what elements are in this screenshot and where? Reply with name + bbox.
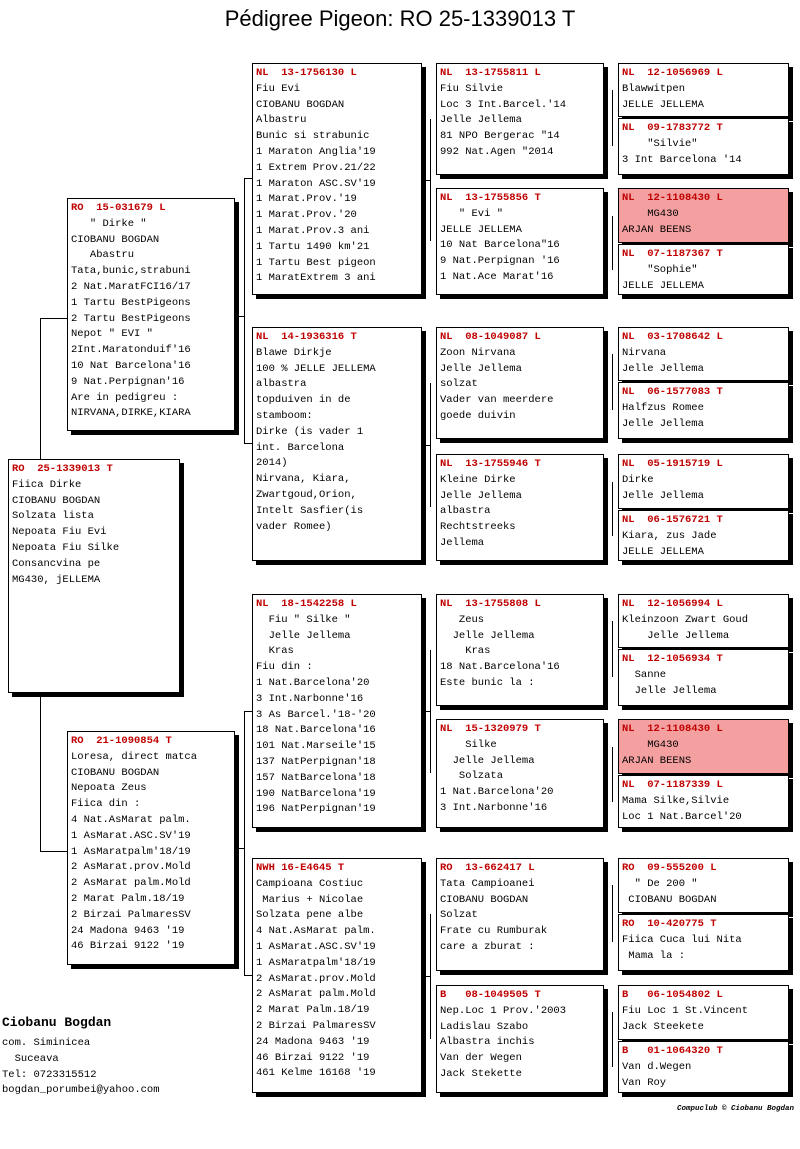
pigeon-info-line: 1 Tartu BestPigeons [71, 296, 191, 309]
ring-number: NL 14-1936316 T [256, 331, 357, 343]
pigeon-info-line: 2 Birzai PalmaresSV [71, 908, 191, 921]
connector-line [244, 443, 252, 444]
ring-number: NL 08-1049087 L [440, 331, 541, 343]
pigeon-info-line: 1 AsMarat.ASC.SV'19 [256, 940, 376, 953]
connector-line [244, 178, 252, 179]
ancestor-card[interactable] [618, 188, 789, 243]
pigeon-info-line: Halfzus Romee [622, 401, 704, 414]
connector-line [430, 119, 431, 241]
pigeon-info-line: 1 AsMaratpalm'18/19 [256, 956, 376, 969]
pigeon-info-line: 46 Birzai 9122 '19 [256, 1051, 370, 1064]
connector-line [612, 621, 613, 677]
pigeon-info-line: Kiara, zus Jade [622, 529, 717, 542]
connector-line [244, 711, 245, 975]
ring-number: NL 13-1755811 L [440, 67, 541, 79]
pigeon-info-line: Nirvana [622, 346, 667, 359]
ring-number: RO 09-555200 L [622, 862, 717, 874]
connector-line [239, 316, 245, 317]
ring-number: B 06-1054802 L [622, 989, 723, 1001]
pigeon-info-line: 1 AsMarat.ASC.SV'19 [71, 829, 191, 842]
connector-line [426, 711, 430, 712]
pigeon-info-line: CIOBANU BOGDAN [256, 98, 345, 111]
pigeon-info-line: Campioana Costiuc [256, 877, 364, 890]
pigeon-info-line: Zeus [440, 613, 485, 626]
pigeon-info-line: Solzat [440, 909, 478, 922]
ring-number: NL 15-1320979 T [440, 723, 541, 735]
ring-number: NL 13-1755946 T [440, 458, 541, 470]
pigeon-info-line: CIOBANU BOGDAN [622, 893, 717, 906]
ring-number: NL 12-1108430 L [622, 723, 723, 735]
pigeon-info-line: Dirke (is vader 1 [256, 425, 364, 438]
pigeon-info-line: 24 Madona 9463 '19 [256, 1035, 370, 1048]
pigeon-info-line: Jelle Jellema [440, 754, 535, 767]
connector-line [612, 354, 613, 410]
pigeon-info-line: Nepoata Zeus [71, 782, 147, 795]
pigeon-info-line: Fiica Cuca lui Nita [622, 933, 742, 946]
pigeon-info-line: Albastra inchis [440, 1036, 535, 1049]
pigeon-info-line: 9 Nat.Perpignan '16 [440, 255, 560, 268]
dam-dam-card[interactable] [252, 858, 422, 1093]
ancestor-card[interactable] [618, 454, 789, 509]
pigeon-info-line: Solzata pene albe [256, 909, 364, 922]
ring-number: RO 21-1090854 T [71, 735, 172, 747]
page-title: Pédigree Pigeon: RO 25-1339013 T [224, 6, 576, 31]
pigeon-info-line: MG430 [622, 738, 679, 751]
connector-line [426, 445, 430, 446]
pigeon-info-line: Dirke [622, 473, 654, 486]
connector-line [430, 650, 431, 773]
pigeon-info-line: Silke [440, 738, 497, 751]
pigeon-info-line: Jack Steekete [622, 1020, 704, 1033]
pigeon-info-line: Solzata [440, 770, 504, 783]
pigeon-info-line: Mama Silke,Silvie [622, 794, 730, 807]
pigeon-info-line: CIOBANU BOGDAN [12, 494, 101, 507]
pigeon-info-line: Tata,bunic,strabuni [71, 265, 191, 278]
connector-line [426, 180, 430, 181]
pigeon-info-line: 1 Extrem Prov.21/22 [256, 161, 376, 174]
connector-line [40, 851, 67, 852]
connector-line [430, 914, 431, 1039]
pigeon-info-line: " De 200 " [622, 877, 698, 890]
pigeon-info-line: 2 AsMarat.prov.Mold [71, 861, 191, 874]
ancestor-card[interactable] [618, 594, 789, 648]
pigeon-info-line: 2 Birzai PalmaresSV [256, 1019, 376, 1032]
ring-number: RO 15-031679 L [71, 202, 166, 214]
pigeon-info-line: Jelle Jellema [256, 629, 351, 642]
ancestor-card[interactable] [618, 775, 789, 828]
pigeon-info-line: 4 Nat.AsMarat palm. [71, 813, 191, 826]
pigeon-info-line: Jelle Jellema [440, 629, 535, 642]
pigeon-info-line: Jellema [440, 536, 485, 549]
pigeon-info-line: Marius + Nicolae [256, 893, 364, 906]
pigeon-info-line: 10 Nat Barcelona"16 [440, 239, 560, 252]
pigeon-info-line: Bunic si strabunic [256, 130, 370, 143]
pigeon-info-line: NIRVANA,DIRKE,KIARA [71, 407, 191, 420]
pigeon-info-line: int. Barcelona [256, 441, 345, 454]
pigeon-info-line: 3 Int.Narbonne'16 [256, 692, 364, 705]
pigeon-info-line: "Silvie" [622, 137, 698, 150]
ring-number: NL 06-1576721 T [622, 514, 723, 526]
pigeon-info-line: 4 Nat.AsMarat palm. [256, 925, 376, 938]
pigeon-info-line: solzat [440, 378, 478, 391]
ring-number: RO 25-1339013 T [12, 463, 113, 475]
pigeon-info-line: Albastru [256, 114, 307, 127]
pigeon-info-line: 157 NatBarcelona'18 [256, 771, 376, 784]
ring-number: NL 07-1187339 L [622, 779, 723, 791]
pigeon-info-line: Are in pedigreu : [71, 391, 179, 404]
pigeon-info-line: Kras [256, 645, 294, 658]
owner-phone: Tel: 0723315512 [2, 1068, 97, 1081]
ancestor-card[interactable] [618, 719, 789, 774]
connector-line [612, 90, 613, 146]
ring-number: B 08-1049505 T [440, 989, 541, 1001]
pigeon-info-line: 1 Marat.Prov.3 ani [256, 224, 370, 237]
pigeon-info-line: 18 Nat.Barcelona'16 [256, 724, 376, 737]
pigeon-info-line: Jelle Jellema [622, 684, 717, 697]
pigeon-info-line: 1 Maraton Anglia'19 [256, 145, 376, 158]
pigeon-info-line: 2 Marat Palm.18/19 [71, 892, 185, 905]
pigeon-info-line: albastra [256, 378, 307, 391]
pigeon-info-line: Consancvina pe [12, 557, 101, 570]
pigeon-info-line: Van der Wegen [440, 1052, 522, 1065]
great-grandparent-card[interactable] [436, 327, 604, 439]
dam-sire-card[interactable] [252, 594, 422, 828]
pigeon-info-line: 100 % JELLE JELLEMA [256, 362, 376, 375]
great-grandparent-card[interactable] [436, 719, 604, 828]
owner-name: Ciobanu Bogdan [2, 1015, 112, 1030]
ring-number: NL 13-1755856 T [440, 192, 541, 204]
pigeon-info-line: 1 Nat.Barcelona'20 [440, 786, 554, 799]
pigeon-info-line: 3 Int.Narbonne'16 [440, 801, 548, 814]
pigeon-info-line: 2 Tartu BestPigeons [71, 312, 191, 325]
pigeon-info-line: Kleinzoon Zwart Goud [622, 613, 749, 626]
pigeon-info-line: Jelle Jellema [440, 362, 522, 375]
pigeon-info-line: Nepot " EVI " [71, 328, 153, 341]
pigeon-info-line: 2 AsMarat palm.Mold [256, 988, 376, 1001]
pigeon-info-line: JELLE JELLEMA [622, 545, 704, 558]
pigeon-info-line: Ladislau Szabo [440, 1020, 529, 1033]
pigeon-info-line: Vader van meerdere [440, 394, 554, 407]
great-grandparent-card[interactable] [436, 454, 604, 561]
pigeon-info-line: Kras [440, 645, 491, 658]
pigeon-info-line: CIOBANU BOGDAN [440, 893, 529, 906]
connector-line [612, 482, 613, 536]
pigeon-info-line: " Evi " [440, 207, 504, 220]
pigeon-info-line: Solzata lista [12, 510, 94, 523]
connector-line [244, 975, 252, 976]
pigeon-info-line: topduiven in de [256, 394, 351, 407]
pigeon-info-line: 1 Marat.Prov.'19 [256, 193, 357, 206]
ring-number: RO 10-420775 T [622, 918, 717, 930]
pigeon-info-line: Jelle Jellema [622, 362, 704, 375]
ancestor-card[interactable] [618, 63, 789, 117]
pigeon-info-line: Jelle Jellema [440, 489, 522, 502]
pigeon-info-line: 2 Marat Palm.18/19 [256, 1004, 370, 1017]
pigeon-info-line: albastra [440, 505, 491, 518]
ancestor-card[interactable] [618, 858, 789, 913]
connector-line [612, 216, 613, 270]
great-grandparent-card[interactable] [436, 985, 604, 1093]
pigeon-info-line: 1 Nat.Barcelona'20 [256, 676, 370, 689]
connector-line [612, 885, 613, 942]
pigeon-info-line: 46 Birzai 9122 '19 [71, 940, 185, 953]
great-grandparent-card[interactable] [436, 63, 604, 175]
pigeon-info-line: Jelle Jellema [622, 417, 704, 430]
pigeon-info-line: 10 Nat Barcelona'16 [71, 359, 191, 372]
pigeon-info-line: 461 Kelme 16168 '19 [256, 1067, 376, 1080]
ring-number: NL 07-1187367 T [622, 248, 723, 260]
pigeon-info-line: Frate cu Rumburak [440, 925, 548, 938]
pigeon-info-line: 81 NPO Bergerac "14 [440, 130, 560, 143]
pigeon-info-line: 3 As Barcel.'18-'20 [256, 708, 376, 721]
sire-card[interactable] [67, 198, 235, 431]
ancestor-card[interactable] [618, 510, 789, 561]
ancestor-card[interactable] [618, 1041, 789, 1093]
dam-card[interactable] [67, 731, 235, 965]
ring-number: NL 13-1755808 L [440, 598, 541, 610]
pigeon-info-line: Fiica din : [71, 798, 141, 811]
connector-line [244, 178, 245, 443]
pigeon-info-line: 2 AsMarat palm.Mold [71, 877, 191, 890]
connector-line [430, 383, 431, 507]
pigeon-info-line: ARJAN BEENS [622, 223, 692, 236]
pigeon-info-line: 9 Nat.Perpignan'16 [71, 375, 185, 388]
pigeon-info-line: vader Romee) [256, 520, 332, 533]
pigeon-info-line: Tata Campioanei [440, 877, 535, 890]
ring-number: NL 12-1056969 L [622, 67, 723, 79]
owner-address: com. Siminicea [2, 1037, 91, 1049]
pigeon-info-line: Jack Stekette [440, 1067, 522, 1080]
ring-number: NL 05-1915719 L [622, 458, 723, 470]
pigeon-info-line: Rechtstreeks [440, 521, 516, 534]
pigeon-info-line: Nepoata Fiu Evi [12, 526, 107, 539]
pigeon-info-line: 2014) [256, 457, 288, 470]
ancestor-card[interactable] [618, 327, 789, 381]
footer-credit: Compuclub © Ciobanu Bogdan [676, 1105, 794, 1113]
pigeon-info-line: CIOBANU BOGDAN [71, 233, 160, 246]
ring-number: NL 12-1108430 L [622, 192, 723, 204]
pigeon-info-line: Intelt Sasfier(is [256, 504, 364, 517]
sire-dam-card[interactable] [252, 327, 422, 561]
pigeon-info-line: Zoon Nirvana [440, 346, 516, 359]
pigeon-info-line: Zwartgoud,Orion, [256, 488, 357, 501]
connector-line [239, 848, 245, 849]
ring-number: NL 12-1056994 L [622, 598, 723, 610]
owner-email[interactable]: bogdan_porumbei@yahoo.com [2, 1084, 160, 1097]
pigeon-info-line: 1 Tartu 1490 km'21 [256, 240, 370, 253]
pigeon-info-line: goede duivin [440, 409, 516, 422]
pigeon-info-line: JELLE JELLEMA [622, 279, 704, 292]
ring-number: B 01-1064320 T [622, 1045, 723, 1057]
pigeon-info-line: Jelle Jellema [440, 114, 522, 127]
pigeon-info-line: JELLE JELLEMA [440, 223, 522, 236]
pigeon-info-line: 196 NatPerpignan'19 [256, 803, 376, 816]
ring-number: NL 03-1708642 L [622, 331, 723, 343]
pigeon-info-line: "Sophie" [622, 263, 698, 276]
pigeon-info-line: 992 Nat.Agen "2014 [440, 145, 554, 158]
pigeon-info-line: 1 Nat.Ace Marat'16 [440, 270, 554, 283]
pigeon-info-line: Abastru [71, 249, 135, 262]
pigeon-info-line: 1 AsMaratpalm'18/19 [71, 845, 191, 858]
pigeon-info-line: 1 Tartu Best pigeon [256, 256, 376, 269]
pigeon-info-line: stamboom: [256, 409, 313, 422]
pigeon-info-line: 1 MaratExtrem 3 ani [256, 272, 376, 285]
sire-sire-card[interactable] [252, 63, 422, 295]
great-grandparent-card[interactable] [436, 188, 604, 295]
ring-number: NL 18-1542258 L [256, 598, 357, 610]
pigeon-info-line: Loc 3 Int.Barcel.'14 [440, 98, 567, 111]
pigeon-info-line: Fiu Silvie [440, 82, 504, 95]
pigeon-info-line: 137 NatPerpignan'18 [256, 755, 376, 768]
great-grandparent-card[interactable] [436, 858, 604, 971]
connector-line [40, 318, 67, 319]
pigeon-info-line: MG430, jELLEMA [12, 573, 101, 586]
pigeon-info-line: Mama la : [622, 949, 686, 962]
pigeon-info-line: Fiu " Silke " [256, 613, 351, 626]
pigeon-info-line: Van Roy [622, 1076, 667, 1089]
ring-number: NWH 16-E4645 T [256, 862, 345, 874]
connector-line [426, 976, 430, 977]
main-pigeon-card[interactable] [8, 459, 180, 693]
connector-line [612, 747, 613, 802]
pigeon-info-line: Fiu din : [256, 661, 313, 674]
owner-contact [2, 1036, 160, 1099]
pigeon-info-line: 24 Madona 9463 '19 [71, 924, 185, 937]
pigeon-info-line: MG430 [622, 207, 679, 220]
pigeon-info-line: Fiu Evi [256, 82, 301, 95]
pigeon-info-line: 18 Nat.Barcelona'16 [440, 661, 560, 674]
pigeon-info-line: care a zburat : [440, 940, 535, 953]
ancestor-card[interactable] [618, 118, 789, 175]
ring-number: NL 09-1783772 T [622, 122, 723, 134]
ring-number: NL 06-1577083 T [622, 386, 723, 398]
pigeon-info-line: Jelle Jellema [622, 489, 704, 502]
ring-number: NL 13-1756130 L [256, 67, 357, 79]
pigeon-info-line: Nirvana, Kiara, [256, 473, 351, 486]
connector-line [40, 318, 41, 459]
ancestor-card[interactable] [618, 649, 789, 706]
pigeon-info-line: Loc 1 Nat.Barcel'20 [622, 810, 742, 823]
pigeon-info-line: 101 Nat.Marseile'15 [256, 740, 376, 753]
connector-line [612, 1012, 613, 1067]
pigeon-info-line: Fiica Dirke [12, 478, 82, 491]
owner-city: Suceava [2, 1052, 59, 1065]
pigeon-info-line: Jelle Jellema [622, 629, 730, 642]
pigeon-info-line: Nep.Loc 1 Prov.'2003 [440, 1004, 567, 1017]
pigeon-info-line: Nepoata Fiu Silke [12, 541, 120, 554]
pigeon-info-line: 1 Marat.Prov.'20 [256, 209, 357, 222]
ring-number: NL 12-1056934 T [622, 653, 723, 665]
ancestor-card[interactable] [618, 914, 789, 971]
pigeon-info-line: 190 NatBarcelona'19 [256, 787, 376, 800]
ancestor-card[interactable] [618, 985, 789, 1040]
pigeon-info-line: Sanne [622, 668, 667, 681]
great-grandparent-card[interactable] [436, 594, 604, 706]
pigeon-info-line: 2 AsMarat.prov.Mold [256, 972, 376, 985]
pigeon-info-line: 2 Nat.MaratFCI16/17 [71, 280, 191, 293]
ancestor-card[interactable] [618, 244, 789, 295]
pigeon-info-line: Loresa, direct matca [71, 750, 198, 763]
pigeon-info-line: Fiu Loc 1 St.Vincent [622, 1004, 749, 1017]
pigeon-info-line: Este bunic la : [440, 676, 535, 689]
connector-line [40, 697, 41, 851]
connector-line [244, 711, 252, 712]
pigeon-info-line: " Dirke " [71, 217, 147, 230]
ring-number: RO 13-662417 L [440, 862, 535, 874]
ancestor-card[interactable] [618, 382, 789, 439]
pigeon-info-line: Blawe Dirkje [256, 346, 332, 359]
pigeon-info-line: JELLE JELLEMA [622, 98, 704, 111]
pigeon-info-line: 1 Maraton ASC.SV'19 [256, 177, 376, 190]
pigeon-info-line: ARJAN BEENS [622, 754, 692, 767]
pigeon-info-line: Blawwitpen [622, 82, 686, 95]
pigeon-info-line: Van d.Wegen [622, 1060, 692, 1073]
pigeon-info-line: Kleine Dirke [440, 473, 516, 486]
pigeon-info-line: CIOBANU BOGDAN [71, 766, 160, 779]
pigeon-info-line: 2Int.Maratonduif'16 [71, 344, 191, 357]
pigeon-info-line: 3 Int Barcelona '14 [622, 153, 742, 166]
